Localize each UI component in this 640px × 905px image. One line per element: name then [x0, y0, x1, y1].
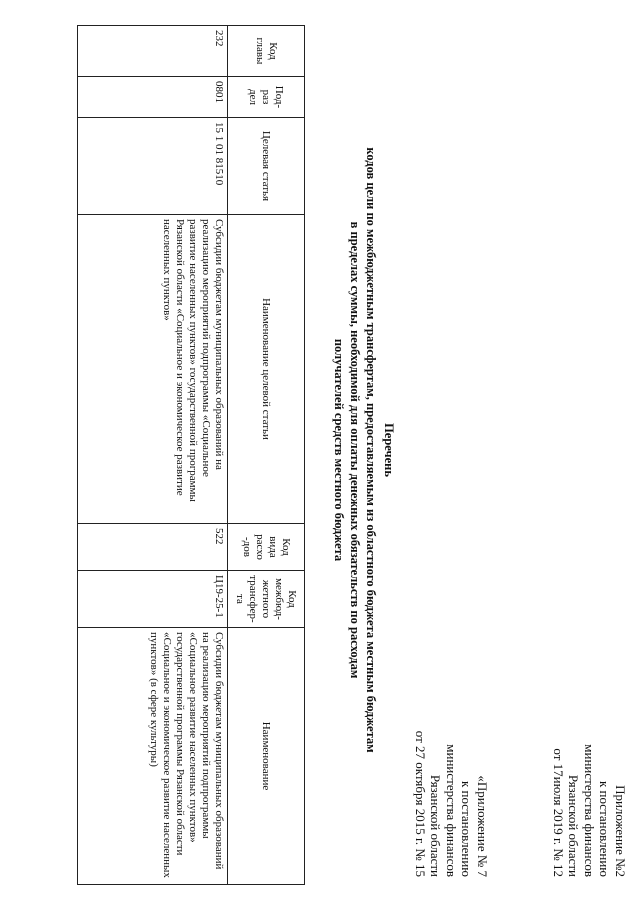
header-chapter-code: Код главы [228, 26, 305, 77]
document-subtitle-line: кодов цели по межбюджетным трансфертам, предоставляемым из областного бюджета местным бюджетам [364, 147, 378, 753]
header-expense-type-code: Код вида расхо -дов [228, 524, 305, 571]
table-row [78, 26, 228, 885]
appendix-line: Приложение №2 [613, 785, 628, 877]
cell-expense-type-code: 522 [78, 524, 228, 571]
document-subtitle-line: получателей средств местного бюджета [332, 338, 346, 562]
appendix-line: «Приложение № 7 [475, 775, 490, 877]
document-subtitle-line: в пределах суммы, необходимой для оплаты денежных обязательств по расходам [348, 221, 362, 679]
table-header-row [228, 26, 305, 885]
header-name: Наименование [228, 628, 305, 885]
header-subsection: Под-раз дел [228, 77, 305, 118]
appendix-header-old [413, 731, 491, 877]
appendix-line: к постановлению [597, 780, 613, 877]
appendix-line: к постановлению [459, 780, 475, 877]
appendix-line: министерства финансов [582, 744, 597, 877]
header-target-article: Целевая статья [228, 118, 305, 215]
appendix-line: Рязанской области [428, 774, 444, 877]
appendix-line: от 27 октября 2015 г. № 15 [413, 730, 428, 877]
cell-name: Субсидии бюджетам муниципальных образований на реализацию мероприятий подпрограммы «Социальное развитие населенных пунктов» государственной программы Рязанской области «Социальное и экономическое развитие населенных пунктов» (в сфере культуры) [78, 628, 228, 885]
rotated-page [10, 15, 630, 895]
codes-table [77, 25, 305, 885]
cell-target-article-name: Субсидии бюджетам муниципальных образований на реализацию мероприятий подпрограммы «Социальное развитие населенных пунктов» государственной программы Рязанской области «Социальное и экономическое развитие населенных пунктов» [78, 215, 228, 524]
appendix-header-new [551, 744, 629, 877]
cell-transfer-code: Ц19-25-1 [78, 571, 228, 628]
header-transfer-code: Код межбюд-жетного трансфер-та [228, 571, 305, 628]
header-target-article-name: Наименование целевой статьи [228, 215, 305, 524]
appendix-line: от 17июля 2019 г. № 12 [551, 748, 566, 877]
appendix-line: Рязанской области [566, 774, 582, 877]
cell-target-article: 15 1 01 81510 [78, 118, 228, 215]
cell-subsection: 0801 [78, 77, 228, 118]
document-title: Перечень [382, 423, 396, 477]
appendix-line: министерства финансов [444, 744, 459, 877]
document-title-block [331, 110, 397, 790]
cell-chapter-code: 232 [78, 26, 228, 77]
